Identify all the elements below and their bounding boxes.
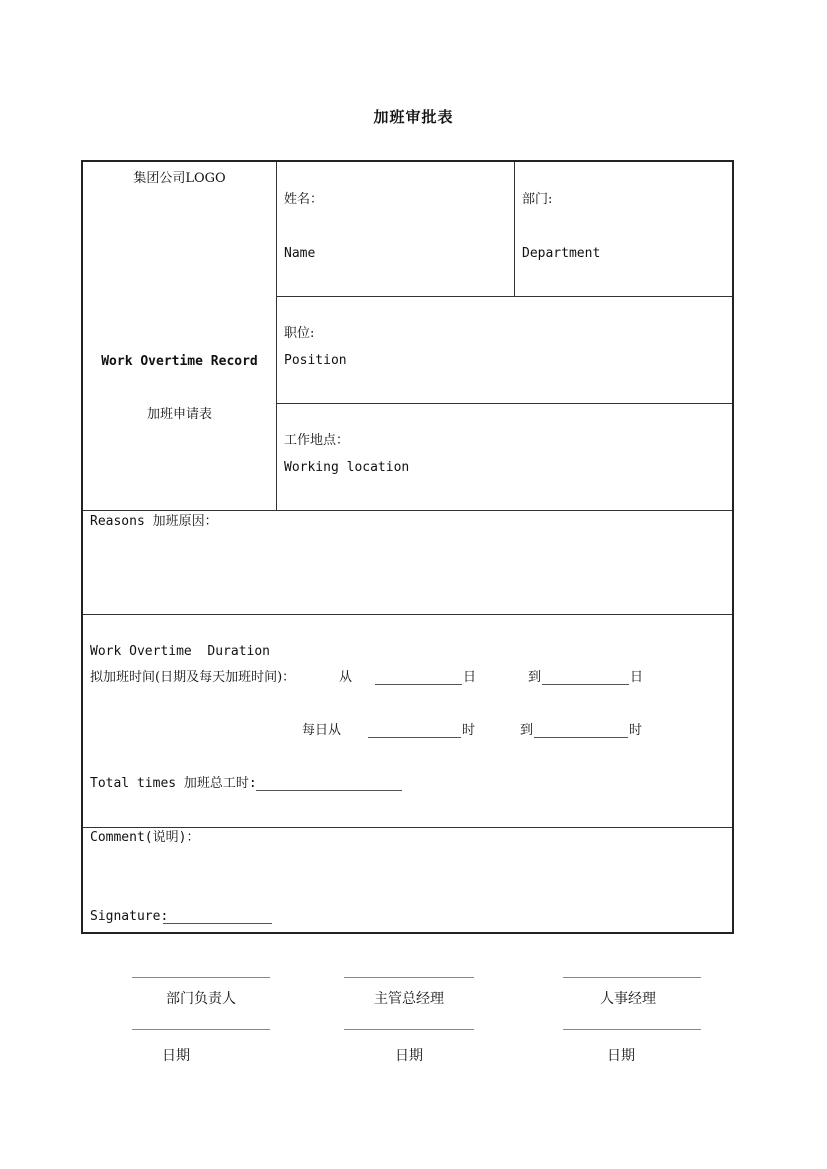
gm-signature-line[interactable] [344, 977, 474, 978]
dept-head-signature-line[interactable] [132, 977, 270, 978]
name-label-en: Name [284, 246, 316, 261]
duration-label-zh: 拟加班时间(日期及每天加班时间)： [90, 670, 296, 685]
dept-head-label: 部门负责人 [166, 991, 236, 1007]
logo-placeholder: 集团公司LOGO [133, 171, 226, 186]
department-label-en: Department [522, 246, 601, 261]
position-label-zh: 职位: [284, 326, 315, 341]
divider-row-reasons [83, 614, 732, 615]
divider-row-duration [83, 827, 732, 828]
location-label-zh: 工作地点： [284, 433, 350, 448]
date-from-blank[interactable] [375, 672, 462, 685]
divider-row-location [83, 510, 732, 511]
divider-row-position [276, 403, 732, 404]
total-times-label: Total times 加班总工时: [90, 776, 257, 791]
overtime-form-table [81, 160, 734, 934]
signature-label: Signature: [90, 909, 169, 924]
total-times-blank[interactable] [256, 778, 402, 791]
date-from-label: 从 [339, 670, 353, 685]
department-label-zh: 部门: [522, 192, 553, 207]
hr-signature-line[interactable] [563, 977, 701, 978]
dept-head-date-label: 日期 [162, 1048, 190, 1064]
divider-vertical-mid [514, 162, 515, 296]
comment-label: Comment(说明)： [90, 830, 200, 845]
location-label-en: Working location [284, 460, 410, 475]
gm-date-line[interactable] [344, 1029, 474, 1030]
divider-row-name [276, 296, 732, 297]
dept-head-date-line[interactable] [132, 1029, 270, 1030]
signature-blank[interactable] [163, 911, 272, 924]
record-title: Work Overtime Record [101, 354, 258, 369]
hr-date-line[interactable] [563, 1029, 701, 1030]
application-title: 加班申请表 [146, 407, 212, 422]
daily-from-label: 每日从 [302, 723, 342, 738]
gm-label: 主管总经理 [374, 991, 444, 1007]
hour-to-label: 到 [520, 723, 534, 738]
hour-from-unit: 时 [462, 723, 476, 738]
reasons-label: Reasons 加班原因： [90, 514, 218, 529]
form-title: 加班审批表 [373, 108, 454, 126]
hour-to-blank[interactable] [534, 725, 628, 738]
hr-date-label: 日期 [607, 1048, 635, 1064]
gm-date-label: 日期 [395, 1048, 423, 1064]
date-to-label: 到 [528, 670, 542, 685]
date-to-blank[interactable] [542, 672, 629, 685]
date-to-day-unit: 日 [630, 670, 644, 685]
name-label-zh: 姓名： [284, 192, 324, 207]
hr-label: 人事经理 [600, 991, 656, 1007]
date-from-day-unit: 日 [463, 670, 477, 685]
hour-to-unit: 时 [629, 723, 643, 738]
hour-from-blank[interactable] [368, 725, 461, 738]
duration-label-en: Work Overtime Duration [90, 644, 271, 659]
position-label-en: Position [284, 353, 347, 368]
divider-vertical-left [276, 162, 277, 510]
